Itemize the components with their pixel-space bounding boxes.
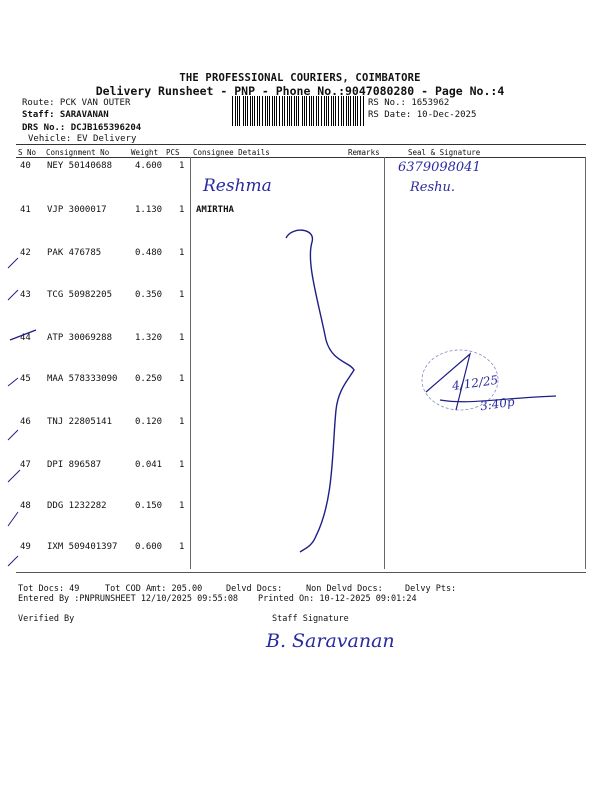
- runsheet-subtitle: Delivery Runsheet - PNP - Phone No.:9047080280 - Page No.:4: [95, 84, 505, 98]
- row-consignment-number: DDG 1232282: [47, 501, 107, 511]
- delivery-points: Delvy Pts:: [405, 584, 457, 594]
- delivered-docs: Delvd Docs:: [226, 584, 283, 594]
- handwritten-consignee-name: Reshma: [203, 176, 272, 196]
- row-consignment-number: PAK 476785: [47, 248, 102, 258]
- row-consignment-number: ATP 30069288: [47, 333, 113, 343]
- staff-text: Staff: SARAVANAN: [22, 110, 109, 120]
- row-weight: 0.041: [135, 460, 163, 470]
- row-weight: 1.320: [135, 333, 163, 343]
- vehicle-text: Vehicle: EV Delivery: [28, 134, 137, 144]
- row-consignment-number: VJP 3000017: [47, 205, 107, 215]
- company-title: THE PROFESSIONAL COURIERS, COIMBATORE: [179, 72, 421, 84]
- col-consignment: Consignment No: [46, 148, 110, 157]
- row-pieces: 1: [179, 417, 185, 427]
- row-pieces: 1: [179, 205, 185, 215]
- row-serial-number: 43: [20, 290, 31, 300]
- row-serial-number: 44: [20, 333, 31, 343]
- row-weight: 0.250: [135, 374, 163, 384]
- verified-by-label: Verified By: [18, 614, 75, 624]
- row-pieces: 1: [179, 248, 185, 258]
- printed-on: Printed On: 10-12-2025 09:01:24: [258, 594, 417, 604]
- row-serial-number: 49: [20, 542, 31, 552]
- row-weight: 0.600: [135, 542, 163, 552]
- row-weight: 0.350: [135, 290, 163, 300]
- route-text: Route: PCK VAN OUTER: [22, 98, 131, 108]
- row-consignment-number: DPI 896587: [47, 460, 102, 470]
- row-consignment-number: NEY 50140688: [47, 161, 113, 171]
- row-weight: 1.130: [135, 205, 163, 215]
- row-weight: 4.600: [135, 161, 163, 171]
- handwritten-stamp-time: 3:40p: [479, 394, 516, 414]
- col-remarks: Remarks: [348, 148, 380, 157]
- row-consignment-number: MAA 578333090: [47, 374, 118, 384]
- rs-number: RS No.: 1653962: [368, 98, 450, 108]
- staff-signature-handwriting: B. Saravanan: [266, 630, 395, 652]
- row-serial-number: 46: [20, 417, 31, 427]
- total-cod: Tot COD Amt: 205.00: [105, 584, 203, 594]
- drs-number: DRS No.: DCJB165396204: [22, 123, 142, 133]
- handwritten-receiver-sign: Reshu.: [410, 180, 456, 195]
- row-pieces: 1: [179, 501, 185, 511]
- row-consignment-number: TCG 50982205: [47, 290, 113, 300]
- col-weight: Weight: [131, 148, 159, 157]
- row-serial-number: 42: [20, 248, 31, 258]
- row-pieces: 1: [179, 460, 185, 470]
- rs-date: RS Date: 10-Dec-2025: [368, 110, 477, 120]
- row-weight: 0.480: [135, 248, 163, 258]
- handwritten-stamp-date: 4/12/25: [451, 372, 500, 394]
- row-pieces: 1: [179, 333, 185, 343]
- staff-signature-label: Staff Signature: [272, 614, 349, 624]
- row-pieces: 1: [179, 161, 185, 171]
- row-weight: 0.150: [135, 501, 163, 511]
- row-serial-number: 48: [20, 501, 31, 511]
- row-consignment-number: TNJ 22805141: [47, 417, 113, 427]
- row-pieces: 1: [179, 542, 185, 552]
- row-serial-number: 45: [20, 374, 31, 384]
- row-serial-number: 41: [20, 205, 31, 215]
- col-consignee: Consignee Details: [193, 148, 270, 157]
- col-sno: S No: [18, 148, 37, 157]
- row-consignment-number: IXM 509401397: [47, 542, 118, 552]
- handwritten-phone: 6379098041: [398, 160, 481, 175]
- total-docs: Tot Docs: 49: [18, 584, 80, 594]
- row-pieces: 1: [179, 290, 185, 300]
- col-pcs: PCS: [166, 148, 180, 157]
- row-serial-number: 47: [20, 460, 31, 470]
- non-delivered-docs: Non Delvd Docs:: [306, 584, 383, 594]
- entered-by: Entered By :PNPRUNSHEET 12/10/2025 09:55:08: [18, 594, 239, 604]
- row-serial-number: 40: [20, 161, 31, 171]
- row-consignee: AMIRTHA: [196, 205, 234, 215]
- row-pieces: 1: [179, 374, 185, 384]
- row-weight: 0.120: [135, 417, 163, 427]
- col-seal: Seal & Signature: [408, 148, 481, 157]
